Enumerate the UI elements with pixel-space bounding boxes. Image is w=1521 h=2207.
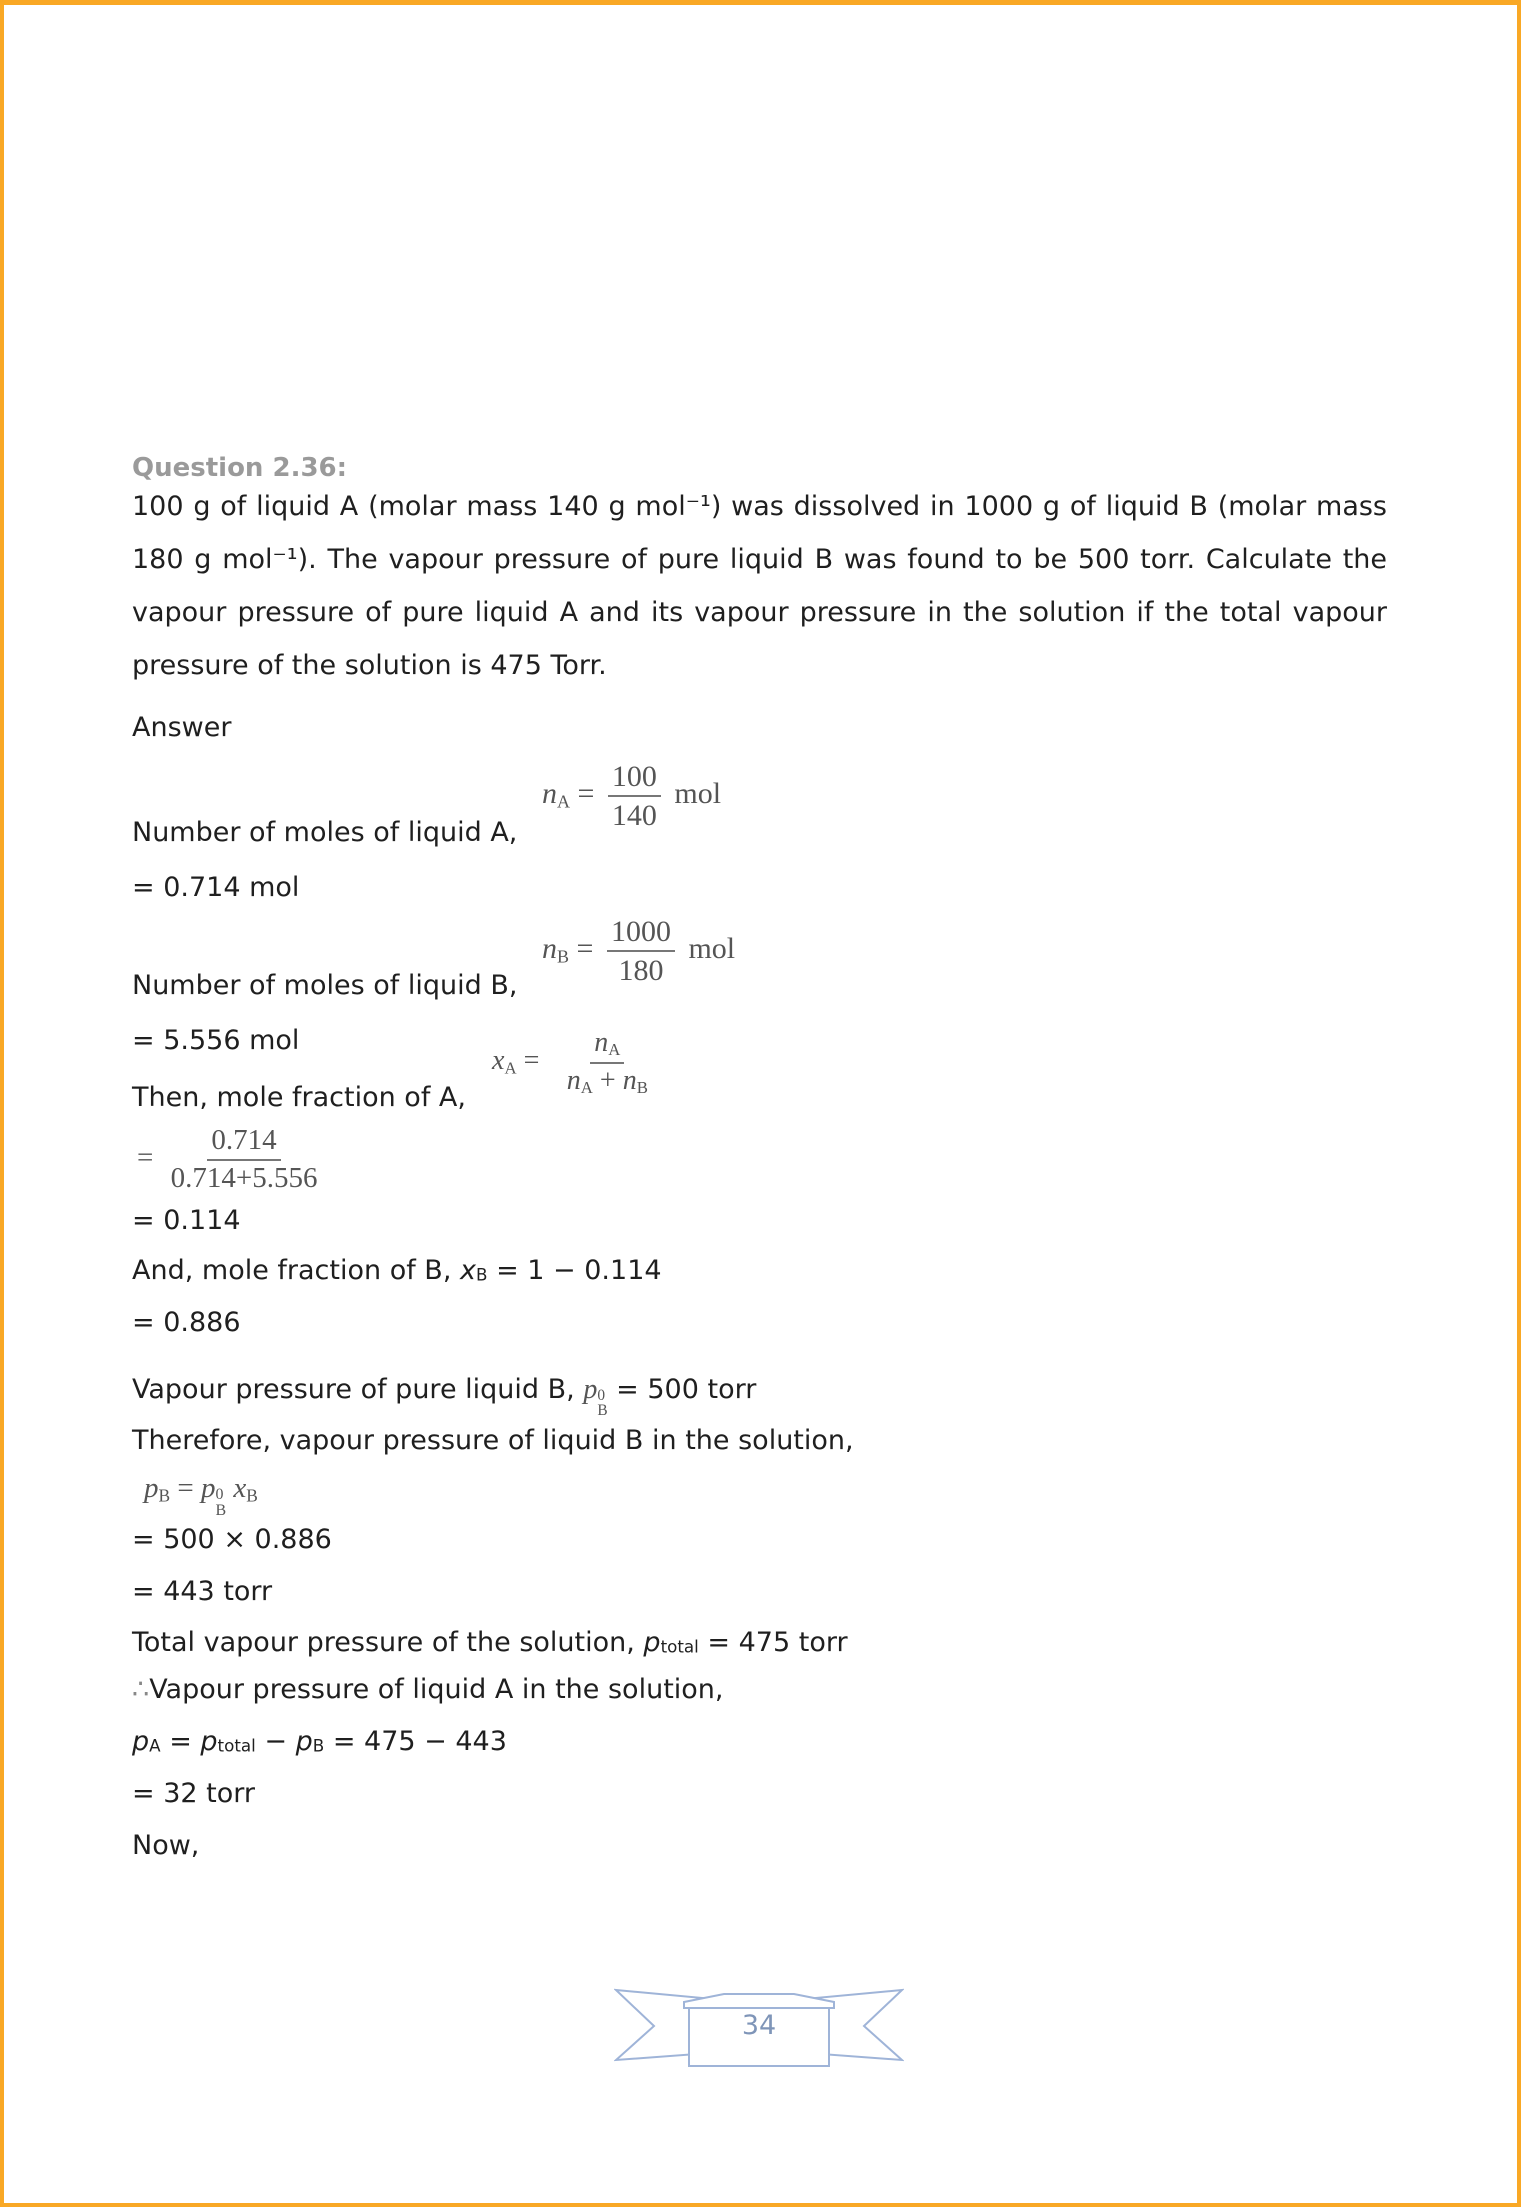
moles-b-result: = 5.556 mol bbox=[132, 1025, 300, 1056]
pb-result: = 443 torr bbox=[132, 1576, 273, 1607]
vp-pure-b-label: Vapour pressure of pure liquid B, bbox=[132, 1374, 575, 1405]
pa-result: = 32 torr bbox=[132, 1778, 255, 1809]
fraction-b-prefix: And, mole fraction of B, bbox=[132, 1255, 452, 1286]
therefore-b-label: Therefore, vapour pressure of liquid B in the solution, bbox=[132, 1425, 854, 1456]
fraction-a-result: = 0.114 bbox=[132, 1205, 241, 1236]
moles-a-result: = 0.714 mol bbox=[132, 872, 300, 903]
total-var-sub: total bbox=[660, 1636, 699, 1657]
fraction-b-expr: = 1 − 0.114 bbox=[496, 1255, 662, 1286]
total-value: = 475 torr bbox=[707, 1627, 848, 1658]
total-label: Total vapour pressure of the solution, bbox=[132, 1627, 635, 1658]
pa-equation: pA = ptotal − pB = 475 − 443 bbox=[132, 1726, 507, 1757]
pb-calc: = 500 × 0.886 bbox=[132, 1524, 332, 1555]
fraction-b-result: = 0.886 bbox=[132, 1307, 241, 1338]
p-zero-b-symbol: p 0 B bbox=[583, 1374, 608, 1419]
fraction-b-var: x bbox=[460, 1255, 476, 1286]
fraction-a-substitution: = $\frac{0.714}{0.714+5.556}$ bbox=[137, 1124, 318, 1194]
moles-b-label: Number of moles of liquid B, bbox=[132, 970, 518, 1001]
moles-a-label: Number of moles of liquid A, bbox=[132, 817, 518, 848]
total-line bbox=[132, 1625, 848, 1665]
moles-b-formula: $n_B$ = $\frac{1000}{180}$ mol bbox=[542, 915, 736, 987]
moles-a-formula: $n_A$ = $\frac{100}{140}$ mol bbox=[542, 760, 722, 832]
now-label: Now, bbox=[132, 1830, 200, 1861]
vp-pure-b-value: = 500 torr bbox=[616, 1374, 757, 1405]
question-text: 100 g of liquid A (molar mass 140 g mol⁻¹) was dissolved in 1000 g of liquid B (molar mass 180 g mol⁻¹). The vapour pressure of pure liquid B was found to be 500 torr. Calculate the vapour pressure of pure liquid A and its vapour pressure in the solution if the total vapour pressure of the solution is 475 Torr. bbox=[132, 491, 1387, 681]
vp-pure-b-line bbox=[132, 1372, 756, 1419]
question-title: Question 2.36: bbox=[132, 453, 348, 483]
therefore-a-label: Vapour pressure of liquid A in the solution, bbox=[149, 1674, 724, 1705]
answer-heading: Answer bbox=[132, 712, 232, 743]
total-var: p bbox=[643, 1627, 661, 1658]
fraction-b-line bbox=[132, 1253, 662, 1293]
page-number-badge bbox=[614, 1986, 904, 2076]
therefore-icon: ∴ bbox=[132, 1674, 150, 1705]
fraction-a-label: Then, mole fraction of A, bbox=[132, 1082, 466, 1113]
fraction-b-var-sub: B bbox=[476, 1264, 488, 1285]
therefore-a-line bbox=[132, 1672, 724, 1708]
fraction-a-formula: $x_A$ = $\frac{n_A}{n_A + n_B}$ bbox=[492, 1027, 648, 1097]
page-number: 34 bbox=[741, 2010, 777, 2041]
pb-formula: $p_B = p$ 0 B $x_B$ bbox=[144, 1472, 258, 1519]
